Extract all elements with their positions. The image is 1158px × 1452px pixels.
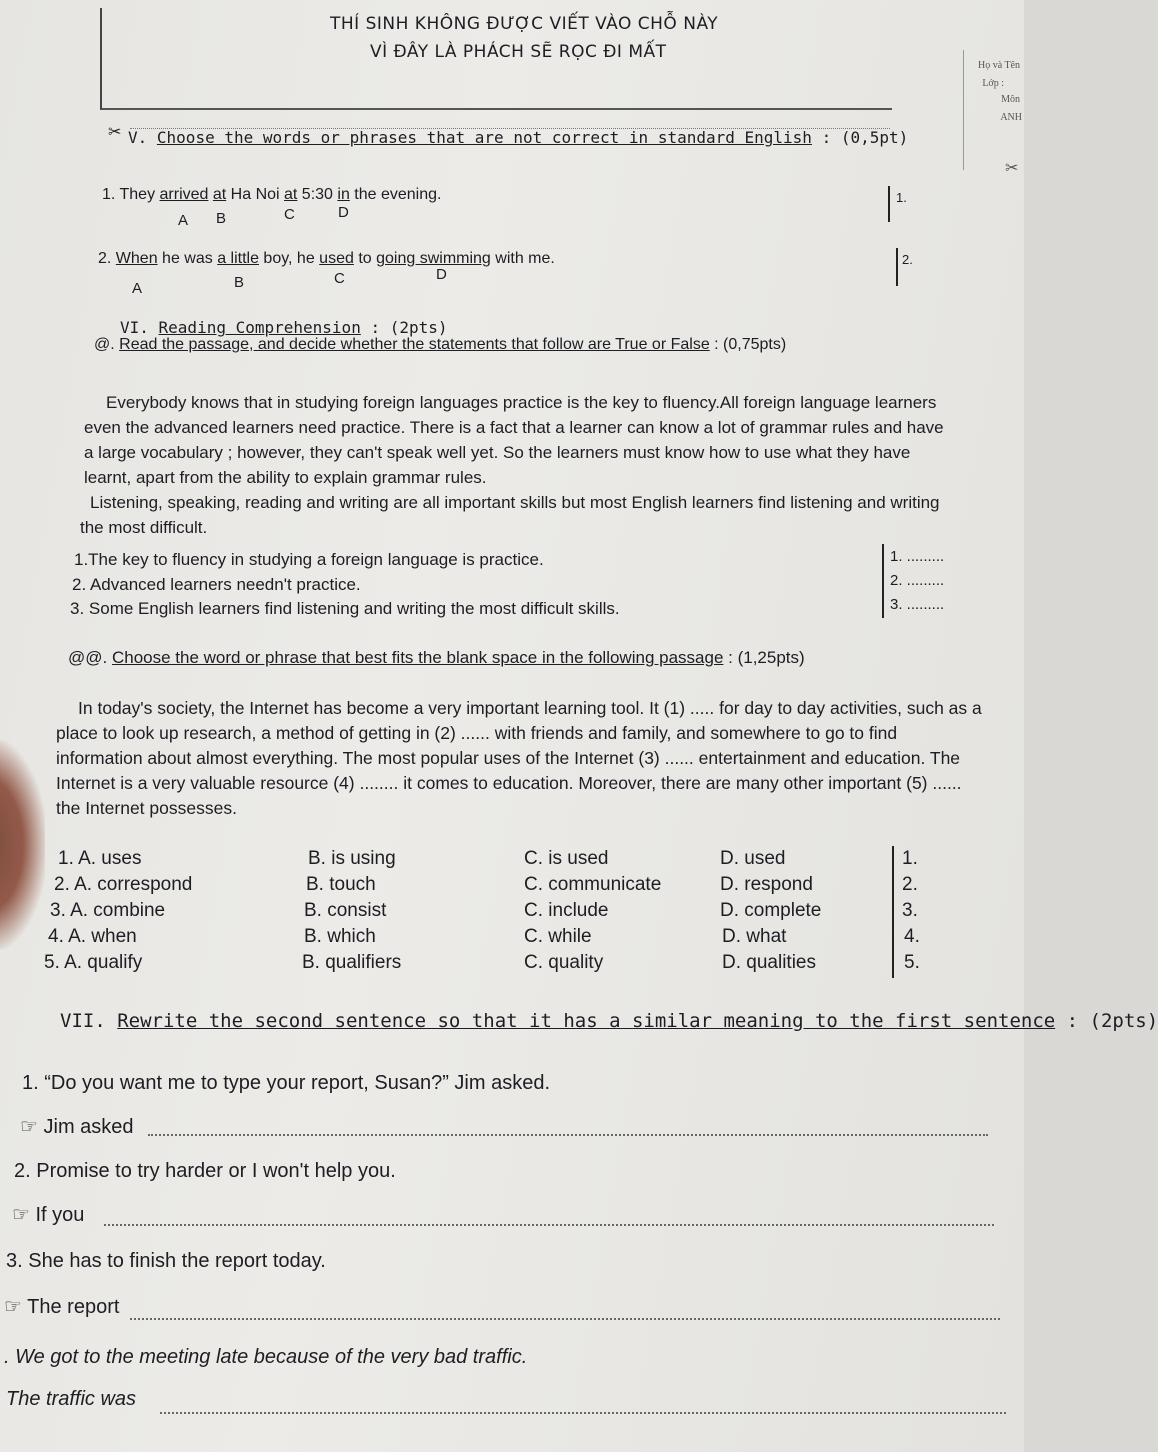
option-row-5 (0, 952, 1024, 976)
q-option-b: at (212, 186, 227, 203)
part-2-points: : (1,25pts) (723, 648, 805, 667)
answer-box-2[interactable]: 2. (902, 252, 913, 267)
rewrite-fill-4[interactable] (160, 1412, 1006, 1414)
option-d[interactable]: D. respond (720, 874, 813, 895)
section-6-heading: Reading Comprehension (158, 318, 361, 337)
header-line-2: VÌ ĐÂY LÀ PHÁCH SẼ RỌC ĐI MẤT (370, 42, 667, 62)
q-text: to (353, 250, 377, 267)
letter-d: D (338, 204, 349, 221)
q-text: 2. (98, 250, 116, 267)
rewrite-fill-1[interactable] (148, 1134, 988, 1136)
rewrite-answer-line-3 (4, 1294, 119, 1319)
option-row-3 (0, 900, 1024, 924)
answer-bar (888, 186, 890, 222)
option-c[interactable]: C. is used (524, 848, 609, 869)
section-5-number: V. (128, 128, 157, 147)
section-5-points: : (0,5pt) (811, 128, 909, 147)
option-row-2 (0, 874, 1024, 898)
section-6-number: VI. (120, 318, 159, 337)
rewrite-start-1: Jim asked (43, 1116, 134, 1138)
option-d[interactable]: D. used (720, 848, 786, 869)
side-subject-value: ANH (1000, 112, 1022, 123)
cloze-answer-5[interactable]: 5. (904, 952, 920, 973)
rewrite-fill-3[interactable] (130, 1318, 1000, 1320)
rewrite-start-4: The traffic was (6, 1388, 137, 1410)
option-b[interactable]: B. qualifiers (302, 952, 402, 973)
letter-d: D (436, 266, 447, 283)
rewrite-question-3: 3. She has to finish the report today. (6, 1250, 326, 1272)
scissors-icon: ✂ (108, 124, 122, 141)
rewrite-answer-line-2 (12, 1202, 84, 1227)
option-b[interactable]: B. touch (306, 874, 376, 895)
answer-bar (882, 544, 884, 618)
q-option-c: at (284, 186, 298, 203)
part-1-title (94, 336, 786, 354)
option-a[interactable]: 4. A. when (48, 926, 137, 947)
q-option-d: in (337, 186, 350, 203)
q-text: he was (157, 250, 218, 267)
q-text: boy, he (258, 250, 320, 267)
q-text: 1. They (102, 186, 160, 203)
letter-a: A (178, 212, 189, 229)
option-c[interactable]: C. quality (524, 952, 604, 973)
option-row-1 (0, 848, 1024, 872)
q-option-d: going swimming (376, 250, 491, 267)
q-option-b: a little (217, 250, 259, 267)
q-option-c: used (319, 250, 354, 267)
section-6-points: : (2pts) (360, 318, 448, 337)
answer-box-1[interactable]: 1. (896, 190, 907, 205)
statement-2: 2. Advanced learners needn't practice. (72, 575, 361, 594)
cloze-answer-2[interactable]: 2. (902, 874, 918, 895)
q-option-a: arrived (159, 186, 209, 203)
part-marker: @. (94, 336, 120, 353)
option-b[interactable]: B. consist (304, 900, 387, 921)
side-name-label: Họ và Tên (977, 60, 1020, 71)
option-a[interactable]: 1. A. uses (58, 848, 142, 869)
finger-shadow (0, 740, 45, 950)
option-a[interactable]: 2. A. correspond (54, 874, 193, 895)
letter-c: C (334, 270, 345, 287)
option-a[interactable]: 3. A. combine (50, 900, 166, 921)
reading-passage-2: Listening, speaking, reading and writing are all important skills but most English learners find listening and writing the most difficult. (80, 493, 940, 537)
section-7-points: : (2pts) (1055, 1010, 1158, 1032)
cloze-answer-1[interactable]: 1. (902, 848, 918, 869)
letter-b: B (216, 210, 227, 227)
option-c[interactable]: C. include (524, 900, 609, 921)
part-2-title (68, 648, 805, 668)
pointer-icon: ☞ (12, 1204, 30, 1226)
section-5-heading: Choose the words or phrases that are not correct in standard English (156, 128, 812, 147)
part-2-heading: Choose the word or phrase that best fits the blank space in the following passage (111, 648, 724, 667)
option-d[interactable]: D. complete (720, 900, 822, 921)
cloze-answer-3[interactable]: 3. (902, 900, 918, 921)
option-c[interactable]: C. while (524, 926, 592, 947)
part-1-heading: Read the passage, and decide whether the statements that follow are True or False (119, 336, 710, 353)
statement-1: 1.The key to fluency in studying a foreign language is practice. (74, 550, 544, 569)
option-row-4 (0, 926, 1024, 950)
option-d[interactable]: D. qualities (722, 952, 816, 973)
part-marker: @@. (68, 648, 112, 667)
section-7-heading: Rewrite the second sentence so that it has a similar meaning to the first sentence (117, 1010, 1056, 1032)
rewrite-question-4: . We got to the meeting late because of the very bad traffic. (4, 1346, 528, 1368)
rewrite-start-2: If you (35, 1204, 85, 1226)
side-subject-label: Môn (1001, 94, 1020, 105)
option-a[interactable]: 5. A. qualify (44, 952, 143, 973)
letter-a: A (132, 280, 143, 297)
q-text: with me. (490, 250, 555, 267)
option-d[interactable]: D. what (722, 926, 787, 947)
section-6-title (120, 318, 448, 337)
option-c[interactable]: C. communicate (524, 874, 662, 895)
reading-passage-1: Everybody knows that in studying foreign languages practice is the key to fluency.All foreign language learners even the advanced learners need practice. There is a fact that a learner can know a lot of grammar rules and have a large vocabulary ; however, they can't speak well yet. So the learners must know how to use what they have learnt, apart from the ability to explain grammar rules. (84, 393, 944, 487)
rewrite-fill-2[interactable] (104, 1224, 994, 1226)
section-7-number: VII. (60, 1010, 118, 1032)
option-b[interactable]: B. is using (308, 848, 396, 869)
rewrite-answer-line-1 (20, 1114, 134, 1139)
q-text: 5:30 (297, 186, 338, 203)
tf-answer-3[interactable]: 3. ......... (890, 596, 945, 613)
tf-answer-1[interactable]: 1. ......... (890, 548, 945, 565)
part-1-points: : (0,75pts) (709, 336, 787, 353)
statement-3: 3. Some English learners find listening and writing the most difficult skills. (70, 599, 620, 618)
section-7-title (60, 1010, 1158, 1032)
q-text: Ha Noi (226, 186, 285, 203)
question-5-2 (98, 250, 555, 268)
question-5-1 (102, 186, 441, 204)
q-text: the evening. (349, 186, 442, 203)
q-option-a: When (115, 250, 158, 267)
pointer-icon: ☞ (20, 1116, 38, 1138)
scissors-icon: ✂ (1005, 160, 1019, 177)
option-b[interactable]: B. which (304, 926, 376, 947)
pointer-icon: ☞ (4, 1296, 22, 1318)
tf-answer-2[interactable]: 2. ......... (890, 572, 945, 589)
letter-c: C (284, 206, 295, 223)
rewrite-question-2: 2. Promise to try harder or I won't help you. (14, 1160, 396, 1182)
cloze-passage: In today's society, the Internet has become a very important learning tool. It (1) ..... for day to day activities, such as a place to look up research, a method of getting in (2) ...... with friends and family, and somewhere to go to find information about almost everything. The most popular uses of the Internet (3) ...... entertainment and education. The Internet is a very valuable resource (4) ........ it comes to education. Moreover, there are many other important (5) ...... the Internet possesses. (56, 698, 982, 818)
section-5-title (128, 128, 908, 147)
answer-bar (896, 248, 898, 286)
rewrite-start-3: The report (27, 1296, 120, 1318)
letter-b: B (234, 274, 245, 291)
cloze-answer-4[interactable]: 4. (904, 926, 920, 947)
header-line-1: THÍ SINH KHÔNG ĐƯỢC VIẾT VÀO CHỖ NÀY (330, 14, 719, 34)
answer-bar (892, 846, 894, 978)
rewrite-question-1: 1. “Do you want me to type your report, Susan?” Jim asked. (22, 1072, 551, 1094)
side-class-label: Lớp : (982, 78, 1004, 89)
